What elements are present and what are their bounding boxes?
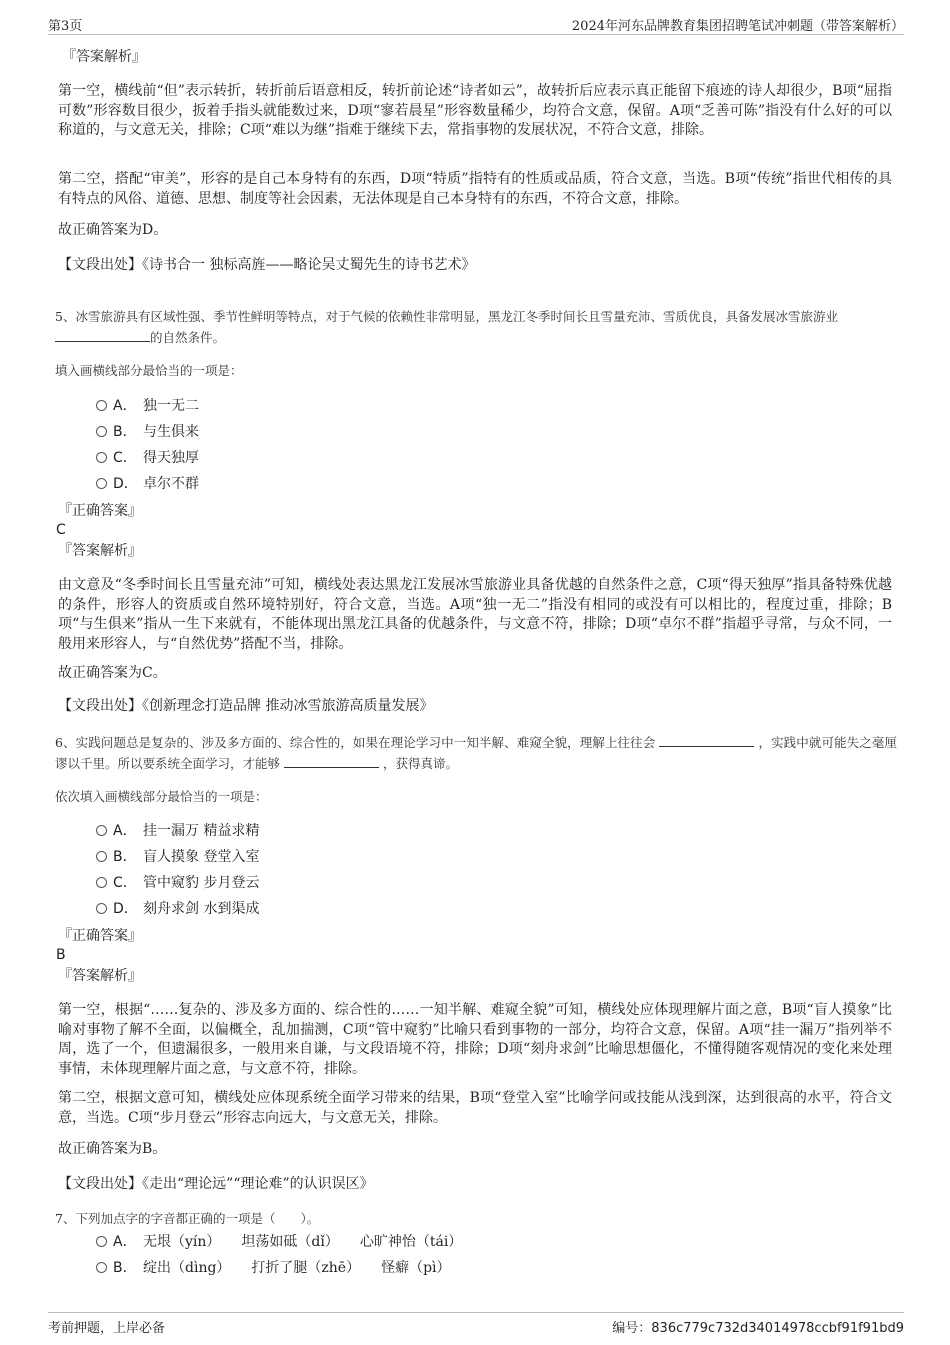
radio-icon[interactable] — [96, 478, 107, 489]
q6-blank-1 — [659, 734, 754, 747]
radio-icon[interactable] — [96, 1236, 107, 1247]
q4-analysis-para1: 第一空，横线前“但”表示转折，转折前后语意相反，转折前论述“诗者如云”，故转折后应表示真正能留下痕迹的诗人却很少，B项“屈指可数”形容数目很少，扳着手指头就能数过来，D项“寥若晨星”形容数量稀少，均符合文意，保留。A项“乏善可陈”指没有什么好的可以称道的，与文意无关，排除；C项“难以为继”指难于继续下去，常指事物的发展状况，不符合文意，排除。 — [58, 83, 892, 138]
q4-analysis-para2: 第二空，搭配“审美”，形容的是自己本身特有的东西，D项“特质”指特有的性质或品质，符合文意，当选。B项“传统”指世代相传的具有特点的风俗、道德、思想、制度等社会因素，无法体现是自己本身特有的东西，不符合文意，排除。 — [58, 171, 892, 207]
q6-analysis-para1: 第一空，根据“……复杂的、涉及多方面的、综合性的……一知半解、难窥全貌”可知，横线处应体现理解片面之意，B项“盲人摸象”比喻对事物了解不全面，以偏概全，乱加揣测，C项“管中窥豹”比喻只看到事物的一部分，均符合文意，保留。A项“挂一漏万”指列举不周，选了一个，但遗漏很多，一般用来自谦，与文段语境不符，排除；D项“刻舟求剑”比喻思想僵化，不懂得随客观情况的变化来处理事情，未体现理解片面之意，与文意不符，排除。 — [58, 1002, 892, 1077]
q6-stem: 6、实践问题总是复杂的、涉及多方面的、综合性的，如果在理论学习中一知半解、难窥全貌，理解上往往会 ，实践中就可能失之毫厘谬以千里。所以要系统全面学习，才能够 ，获得真谛。 — [55, 735, 897, 771]
q7-stem: 7、下列加点字的字音都正确的一项是（ ）。 — [55, 1211, 320, 1226]
q5-conclusion: 故正确答案为C。 — [58, 665, 167, 681]
page-number: 第3页 — [48, 19, 83, 34]
q6-answer: B — [56, 947, 66, 963]
document-code: 编号：836c779c732d34014978ccbf91f91bd9 — [612, 1321, 904, 1336]
radio-icon[interactable] — [96, 1262, 107, 1273]
q4-conclusion: 故正确答案为D。 — [58, 222, 168, 238]
document-title: 2024年河东品牌教育集团招聘笔试冲刺题（带答案解析） — [571, 19, 904, 34]
q4-source: 【文段出处】《诗书合一 独标高旌——略论吴丈蜀先生的诗书艺术》 — [58, 257, 476, 273]
page-header — [48, 12, 904, 35]
q6-instruction: 依次填入画横线部分最恰当的一项是： — [55, 789, 268, 804]
q7-option-b[interactable]: B． 绽出（dìng） 打折了腿（zhē） 怪癖（pì） — [96, 1259, 451, 1278]
radio-icon[interactable] — [96, 426, 107, 437]
q5-analysis: 由文意及“冬季时间长且雪量充沛”可知，横线处表达黑龙江发展冰雪旅游业具备优越的自然条件之意，C项“得天独厚”指具备特殊优越的条件，形容人的资质或自然环境特别好，符合文意，当选。A项“独一无二”指没有相同的或没有可以相比的，程度过重，排除；B项“与生俱来”指从一生下来就有，不能体现出黑龙江具备的优越条件，与文意不符，排除；D项“卓尔不群”指超乎寻常，与众不同，一般用来形容人，与“自然优势”搭配不当，排除。 — [58, 577, 892, 652]
q6-conclusion: 故正确答案为B。 — [58, 1141, 167, 1157]
q5-option-c[interactable]: C． 得天独厚 — [96, 449, 199, 468]
q7-option-a[interactable]: A． 无垠（yín） 坦荡如砥（dǐ） 心旷神怡（tái） — [96, 1233, 462, 1252]
analysis-label: 『答案解析』 — [58, 543, 142, 559]
q5-instruction: 填入画横线部分最恰当的一项是： — [55, 363, 243, 378]
q5-option-d[interactable]: D． 卓尔不群 — [96, 475, 199, 494]
analysis-label: 『答案解析』 — [62, 49, 146, 65]
footer-slogan: 考前押题，上岸必备 — [48, 1321, 166, 1336]
q5-option-a[interactable]: A． 独一无二 — [96, 397, 199, 416]
q6-analysis-para2: 第二空，根据文意可知，横线处应体现系统全面学习带来的结果，B项“登堂入室”比喻学问或技能从浅到深，达到很高的水平，符合文意，当选。C项“步月登云”形容志向远大，与文意无关，排除。 — [58, 1090, 892, 1126]
radio-icon[interactable] — [96, 903, 107, 914]
q6-source: 【文段出处】《走出“理论远”“理论难”的认识误区》 — [58, 1176, 374, 1192]
page-footer — [48, 1312, 904, 1339]
radio-icon[interactable] — [96, 825, 107, 836]
q6-option-d[interactable]: D． 刻舟求剑 水到渠成 — [96, 900, 259, 919]
q6-option-a[interactable]: A． 挂一漏万 精益求精 — [96, 822, 259, 841]
correct-answer-label: 『正确答案』 — [58, 928, 142, 944]
radio-icon[interactable] — [96, 851, 107, 862]
analysis-label: 『答案解析』 — [58, 968, 142, 984]
correct-answer-label: 『正确答案』 — [58, 503, 142, 519]
q6-option-b[interactable]: B． 盲人摸象 登堂入室 — [96, 848, 259, 867]
q5-blank — [55, 329, 150, 342]
radio-icon[interactable] — [96, 400, 107, 411]
q6-blank-2 — [284, 755, 379, 768]
radio-icon[interactable] — [96, 452, 107, 463]
q5-source: 【文段出处】《创新理念打造品牌 推动冰雪旅游高质量发展》 — [58, 698, 434, 714]
q6-option-c[interactable]: C． 管中窥豹 步月登云 — [96, 874, 259, 893]
q5-option-b[interactable]: B． 与生俱来 — [96, 423, 199, 442]
radio-icon[interactable] — [96, 877, 107, 888]
q5-answer: C — [56, 522, 66, 538]
q5-stem: 5、冰雪旅游具有区域性强、季节性鲜明等特点，对于气候的依赖性非常明显，黑龙江冬季时间长且雪量充沛、雪质优良，具备发展冰雪旅游业 的自然条件。 — [55, 309, 838, 345]
